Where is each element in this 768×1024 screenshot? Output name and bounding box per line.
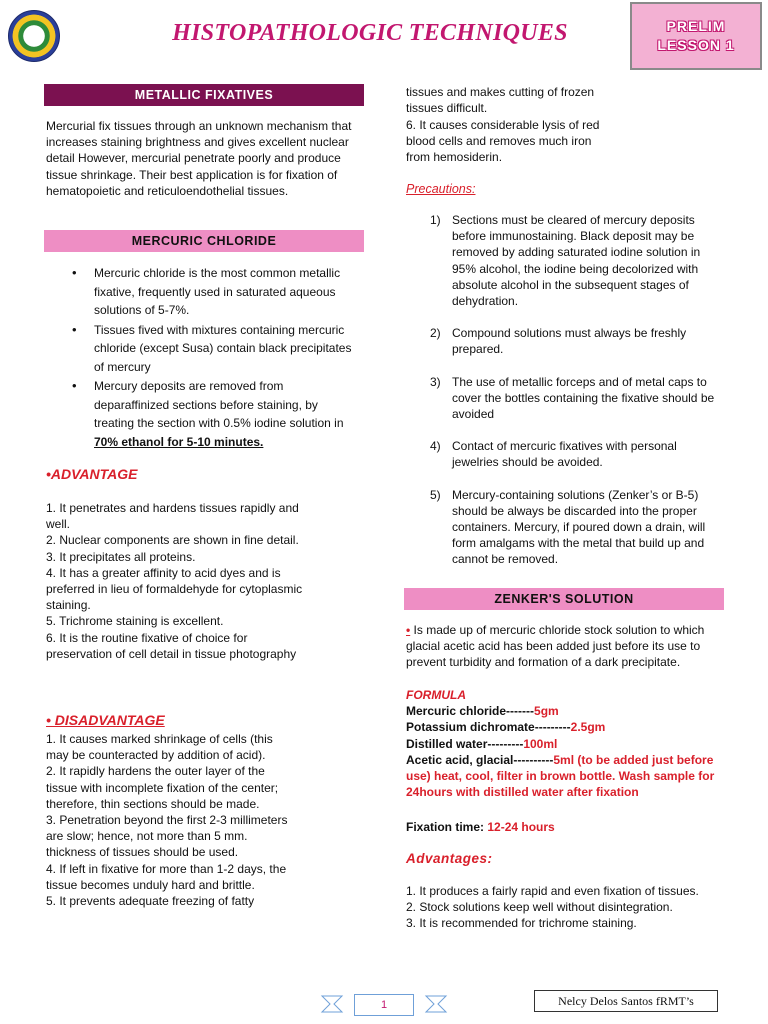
metallic-fixatives-body: Mercurial fix tissues through an unknown mechanism that increases staining brightness and gives excellent nuclear detail However, mercurial penetrate poorly and produce tissue shrinkage. Their best application is for fixation of hematopoietic and reticuloendothelial tissues. xyxy=(46,119,352,198)
disadvantage-item: 2. It rapidly hardens the outer layer of the tissue with incomplete fixation of the center; therefore, thin sections should be made. xyxy=(46,764,279,811)
formula-amount: 2.5gm xyxy=(570,720,606,735)
advantage-item: 4. It has a greater affinity to acid dyes and is preferred in lieu of formaldehyde for cytoplasmic staining. xyxy=(46,565,303,613)
school-seal-logo xyxy=(8,10,60,62)
precaution-item xyxy=(404,325,726,357)
disadvantage-item: 3. Penetration beyond the first 2-3 millimeters are slow; hence, not more than 5 mm. thickness of tissues should be used. xyxy=(46,813,288,860)
disadvantage-item: 1. It causes marked shrinkage of cells (this may be counteracted by addition of acid). xyxy=(46,732,273,763)
metallic-fixatives-heading: METALLIC FIXATIVES xyxy=(44,84,364,106)
precaution-number: 5) xyxy=(430,487,441,502)
precaution-text: The use of metallic forceps and of metal caps to cover the bottles containing the fixative should be avoided xyxy=(452,374,715,422)
badge-line-2: LESSON 1 xyxy=(657,37,735,53)
zenker-advantages-heading: Advantages: xyxy=(406,851,493,866)
page-number: 1 xyxy=(354,994,414,1016)
page-title: HISTOPATHOLOGIC TECHNIQUES xyxy=(172,20,568,46)
zenker-advantage-item: 1. It produces a fairly rapid and even fixation of tissues. xyxy=(406,884,699,898)
formula-amount: 5ml (to be added just before use) heat, cool, filter in brown bottle. Wash sample for 24hours with distilled water after fixation xyxy=(406,752,715,800)
mercuric-bullet-3 xyxy=(46,377,360,451)
zenker-intro-text: Is made up of mercuric chloride stock solution to which glacial acetic acid has been added just before its use to prevent turbidity and formation of a dark precipitate. xyxy=(406,623,705,670)
advantage-item: 6. It is the routine fixative of choice for preservation of cell detail in tissue photography xyxy=(46,630,297,661)
disadvantage-item: 5. It prevents adequate freezing of fatty xyxy=(46,894,255,909)
advantage-item: 1. It penetrates and hardens tissues rapidly and well. xyxy=(46,501,299,532)
ethanol-emphasis: 70% ethanol for 5-10 minutes. xyxy=(94,434,264,449)
zenker-formula xyxy=(406,687,724,800)
formula-amount: 5gm xyxy=(534,704,559,719)
zenkers-solution-heading: ZENKER'S SOLUTION xyxy=(404,588,724,610)
disadvantage-heading: • DISADVANTAGE xyxy=(46,712,165,728)
zenker-bullet: • xyxy=(406,623,411,637)
disadvantage-list xyxy=(46,731,298,909)
formula-ingredient: Mercuric chloride------- xyxy=(406,704,535,719)
precaution-text: Contact of mercuric fixatives with personal jewelries should be avoided. xyxy=(452,439,677,470)
formula-row-acetic xyxy=(406,752,724,801)
zenker-advantages-list xyxy=(406,883,716,932)
author-credit: Nelcy Delos Santos fRMT’s xyxy=(534,990,718,1012)
precaution-number: 2) xyxy=(430,326,441,341)
formula-amount: 100ml xyxy=(523,736,558,751)
advantage-list xyxy=(46,500,304,662)
badge-line-1: PRELIM xyxy=(666,18,726,34)
mercuric-bullet-3-text: Mercury deposits are removed from deparaffinized sections before staining, by treating the section with 0.5% iodine solution in xyxy=(94,379,344,430)
mercuric-chloride-heading: MERCURIC CHLORIDE xyxy=(44,230,364,252)
mercuric-bullet-1: • Mercuric chloride is the most common metallic fixative, frequently used in saturated aqueous solutions of 5-7%. xyxy=(46,264,360,320)
zenker-advantage-item: 2. Stock solutions keep well without disintegration. xyxy=(406,900,673,915)
advantage-heading: •ADVANTAGE xyxy=(46,466,138,482)
precaution-number: 4) xyxy=(430,439,441,454)
page-number-box xyxy=(320,986,448,1018)
formula-ingredient: Acetic acid, glacial---------- xyxy=(406,752,554,767)
formula-label: FORMULA xyxy=(406,688,466,702)
precaution-item xyxy=(404,438,726,470)
disadvantage-item-6: 6. It causes considerable lysis of red blood cells and removes much iron from hemosiderin. xyxy=(406,118,600,165)
mercuric-chloride-bullets xyxy=(46,264,360,452)
precaution-item xyxy=(404,212,726,309)
mercuric-bullet-2: • Tissues fived with mixtures containing mercuric chloride (except Susa) contain black precipitates of mercury xyxy=(46,321,360,377)
precaution-item xyxy=(404,374,726,423)
precaution-text: Mercury-containing solutions (Zenker’s or B-5) should be always be discarded into the proper containers. Mercury, if poured down a drain, will form amalgams with the metal that build up and cannot be removed. xyxy=(452,487,706,567)
precautions-list xyxy=(404,212,726,584)
advantage-item: 3. It precipitates all proteins. xyxy=(46,549,196,564)
advantage-item: 5. Trichrome staining is excellent. xyxy=(46,614,224,629)
precaution-text: Sections must be cleared of mercury deposits before immunostaining. Black deposit may be removed by adding saturated iodine solution in 95% alcohol, the iodine being decolorized with absolute alcohol in the subsequent stages of dehydration. xyxy=(452,213,701,309)
zenkers-intro xyxy=(406,622,722,671)
zenker-advantage-item: 3. It is recommended for trichrome staining. xyxy=(406,916,637,931)
fixation-time xyxy=(406,819,555,835)
precaution-number: 1) xyxy=(430,213,441,227)
precaution-item xyxy=(404,487,726,568)
precaution-number: 3) xyxy=(430,374,441,389)
advantage-item: 2. Nuclear components are shown in fine detail. xyxy=(46,533,299,548)
precaution-text: Compound solutions must always be freshly prepared. xyxy=(452,326,687,357)
precautions-heading: Precautions: xyxy=(406,182,476,196)
fixation-label: Fixation time: xyxy=(406,820,488,834)
formula-row-dichromate xyxy=(406,719,724,735)
formula-ingredient: Potassium dichromate--------- xyxy=(406,720,571,735)
prelim-lesson-badge xyxy=(630,2,762,70)
formula-row-water xyxy=(406,736,724,752)
fixation-value: 12-24 hours xyxy=(487,820,555,834)
disadvantage-item: 4. If left in fixative for more than 1-2 days, the tissue becomes unduly hard and brittle. xyxy=(46,861,287,892)
continued-text: tissues and makes cutting of frozen tissues difficult. xyxy=(406,85,595,116)
formula-row-mercuric xyxy=(406,703,724,719)
formula-ingredient: Distilled water--------- xyxy=(406,736,524,751)
